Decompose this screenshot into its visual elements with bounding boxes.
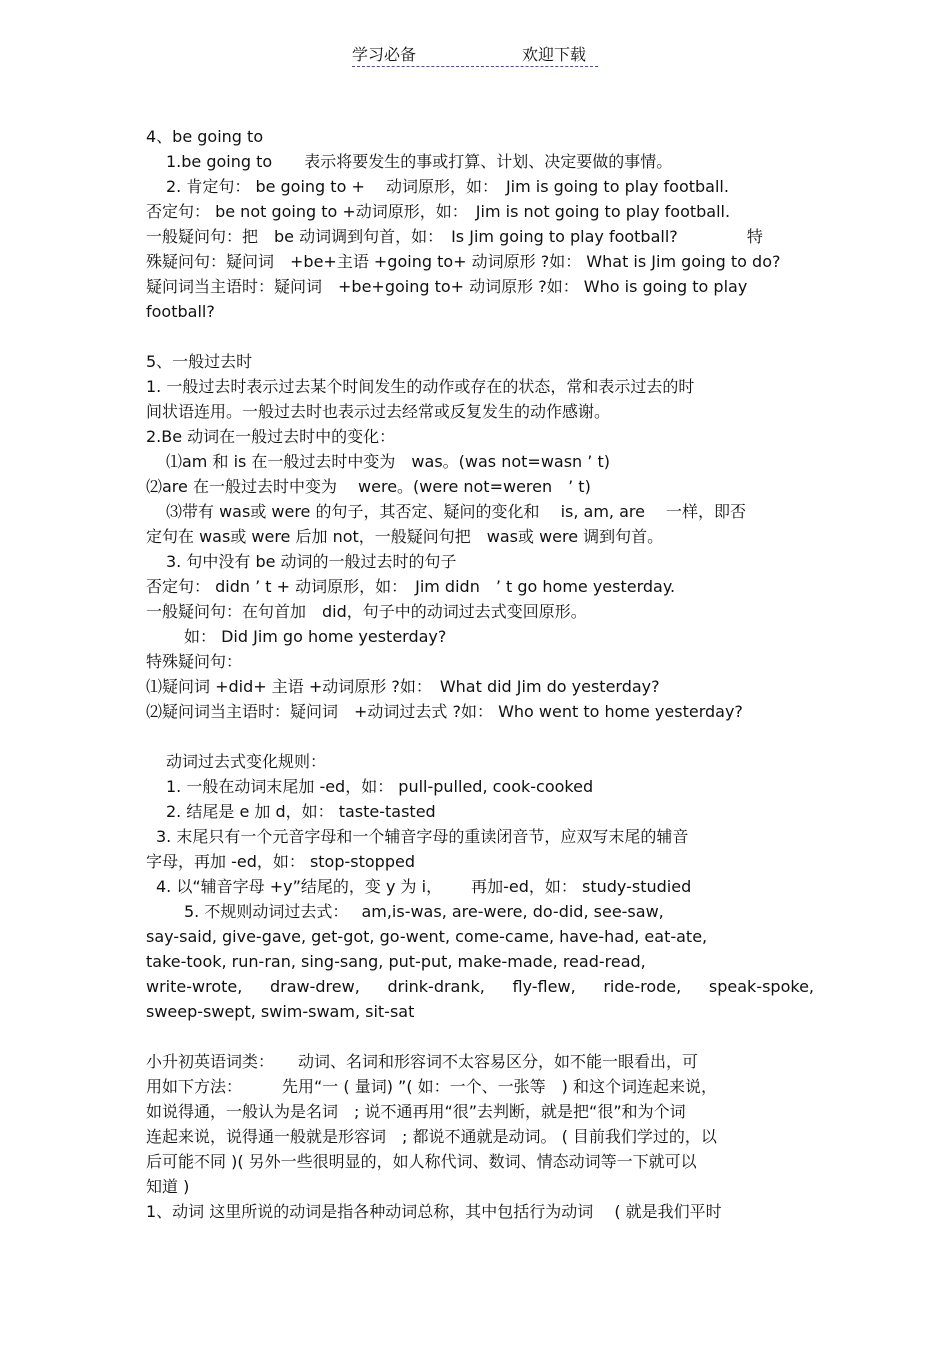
text-line: 小升初英语词类： 动词、名词和形容词不太容易区分，如不能一眼看出，可 bbox=[146, 1052, 699, 1071]
text-line: 疑问词当主语时：疑问词 +be+going to+ 动词原形 ?如： Who is going to play bbox=[146, 277, 748, 296]
text-line: football? bbox=[146, 302, 215, 321]
header-right-text: 欢迎下载 bbox=[522, 45, 587, 64]
text-line: sweep-swept, swim-swam, sit-sat bbox=[146, 1002, 415, 1021]
verb-pair: write-wrote, bbox=[146, 977, 243, 996]
text-line: 用如下方法： 先用“一 ( 量词) ”( 如：一个、一张等 ) 和这个词连起来说， bbox=[146, 1077, 717, 1096]
section-title: 动词过去式变化规则： bbox=[166, 752, 327, 771]
text-line: say-said, give-gave, get-got, go-went, come-came, have-had, eat-ate, bbox=[146, 927, 708, 946]
text-line: ⑴疑问词 +did+ 主语 +动词原形 ?如： What did Jim do yesterday? bbox=[146, 677, 660, 696]
text-line: 3. 句中没有 be 动词的一般过去时的句子 bbox=[166, 552, 457, 571]
text-line: 3. 末尾只有一个元音字母和一个辅音字母的重读闭音节，应双写末尾的辅音 bbox=[156, 827, 689, 846]
text-line: ⑶带有 was或 were 的句子，其否定、疑问的变化和 is, am, are 一样，即否 bbox=[166, 502, 747, 521]
text-line: 4. 以“辅音字母 +y”结尾的，变 y 为 i， 再加-ed，如： study-studied bbox=[156, 877, 692, 896]
verb-pair: fly-flew, bbox=[512, 977, 576, 996]
text-line: 间状语连用。一般过去时也表示过去经常或反复发生的动作感谢。 bbox=[146, 402, 611, 421]
text-line: 特殊疑问句： bbox=[146, 652, 243, 671]
text-line: 知道 ) bbox=[146, 1177, 190, 1196]
text-line: 字母，再加 -ed，如： stop-stopped bbox=[146, 852, 415, 871]
text-line: 殊疑问句：疑问词 +be+主语 +going to+ 动词原形 ?如： What is Jim going to do? bbox=[146, 252, 781, 271]
text-line: 如： Did Jim go home yesterday? bbox=[184, 627, 447, 646]
header-left-text: 学习必备 bbox=[352, 45, 417, 64]
text-line: take-took, run-ran, sing-sang, put-put, make-made, read-read, bbox=[146, 952, 646, 971]
verb-pair: draw-drew, bbox=[269, 977, 360, 996]
text-line: 1. 一般过去时表示过去某个时间发生的动作或存在的状态，常和表示过去的时 bbox=[146, 377, 695, 396]
text-line: ⑴am 和 is 在一般过去时中变为 was。(was not=wasn ’ t) bbox=[166, 452, 610, 471]
text-line: 否定句： didn ’ t + 动词原形，如： Jim didn ’ t go home yesterday. bbox=[146, 577, 676, 596]
page-header bbox=[352, 40, 598, 67]
text-line: 2. 肯定句： be going to + 动词原形，如： Jim is going to play football. bbox=[166, 177, 729, 196]
text-line: ⑵are 在一般过去时中变为 were。(were not=weren ’ t) bbox=[146, 477, 591, 496]
text-line: 后可能不同 )( 另外一些很明显的，如人称代词、数词、情态动词等一下就可以 bbox=[146, 1152, 697, 1171]
section-title: 5、一般过去时 bbox=[146, 352, 253, 371]
text-line: 如说得通，一般认为是名词 ; 说不通再用“很”去判断，就是把“很”和为个词 bbox=[146, 1102, 686, 1121]
text-line: 连起来说，说得通一般就是形容词 ; 都说不通就是动词。 ( 目前我们学过的，以 bbox=[146, 1127, 717, 1146]
verb-pair: speak-spoke, bbox=[708, 977, 814, 996]
section-title: 4、be going to bbox=[146, 127, 264, 146]
text-line: 2.Be 动词在一般过去时中的变化： bbox=[146, 427, 396, 446]
text-line: 一般疑问句：把 be 动词调到句首，如： Is Jim going to play football? 特 bbox=[146, 227, 763, 246]
irregular-verbs-row bbox=[146, 974, 814, 999]
text-line: 定句在 was或 were 后加 not，一般疑问句把 was或 were 调到句首。 bbox=[146, 527, 664, 546]
text-line: 1、动词 这里所说的动词是指各种动词总称，其中包括行为动词 ( 就是我们平时 bbox=[146, 1202, 722, 1221]
document-body bbox=[146, 124, 814, 1224]
text-line: 否定句： be not going to +动词原形，如： Jim is not going to play football. bbox=[146, 202, 731, 221]
text-line: 1.be going to 表示将要发生的事或打算、计划、决定要做的事情。 bbox=[166, 152, 673, 171]
text-line: ⑵疑问词当主语时：疑问词 +动词过去式 ?如： Who went to home yesterday? bbox=[146, 702, 743, 721]
text-line: 5. 不规则动词过去式： am,is-was, are-were, do-did, see-saw, bbox=[184, 902, 664, 921]
verb-pair: ride-rode, bbox=[603, 977, 682, 996]
verb-pair: drink-drank, bbox=[387, 977, 485, 996]
text-line: 2. 结尾是 e 加 d，如： taste-tasted bbox=[166, 802, 436, 821]
text-line: 一般疑问句：在句首加 did，句子中的动词过去式变回原形。 bbox=[146, 602, 587, 621]
text-line: 1. 一般在动词末尾加 -ed，如： pull-pulled, cook-cooked bbox=[166, 777, 594, 796]
